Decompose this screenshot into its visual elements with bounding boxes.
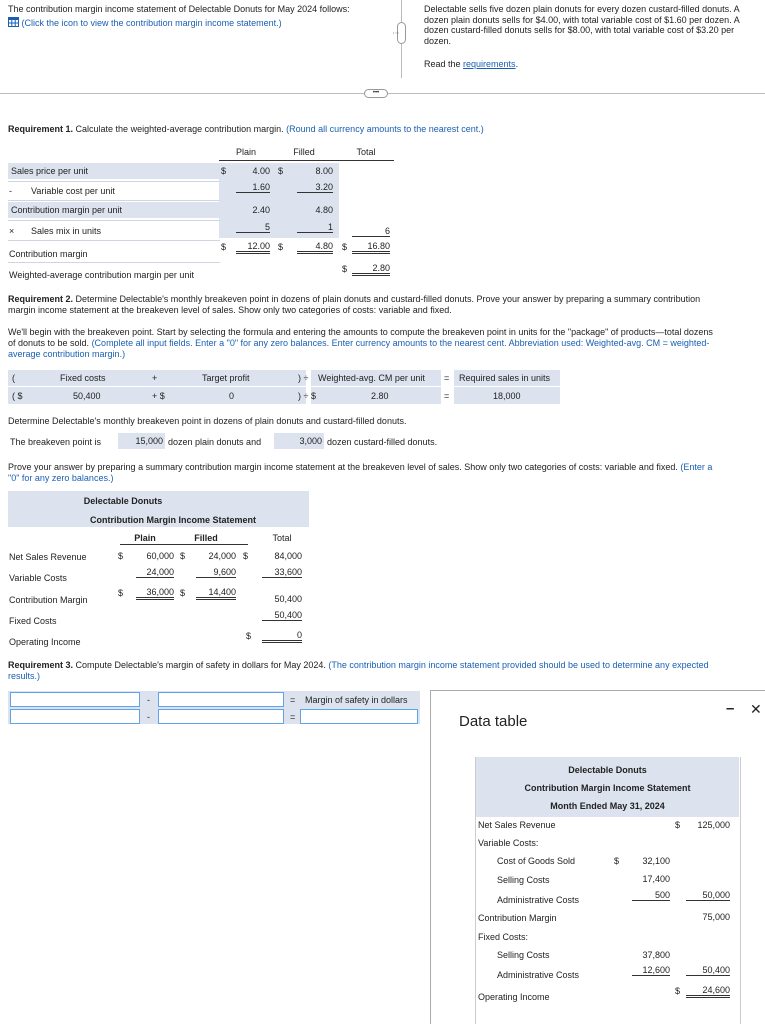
- dt-company: Delectable Donuts: [568, 765, 647, 775]
- dollar-sign: $: [614, 856, 620, 866]
- filled-cm-input[interactable]: 14,400: [196, 587, 236, 600]
- statement-company: Delectable Donuts: [83, 496, 163, 506]
- label-contribution-margin: Contribution margin: [9, 249, 88, 259]
- dt-selling-label: Selling Costs: [497, 875, 550, 885]
- dt-fixed-selling-value: 37,800: [642, 950, 670, 960]
- read-suffix: .: [515, 59, 519, 69]
- mos-expected-sales-value[interactable]: [10, 709, 140, 724]
- total-sales-input[interactable]: 84,000: [274, 551, 302, 561]
- dt-total-fixed-value: 50,400: [686, 965, 730, 976]
- filled-vc-input[interactable]: 9,600: [196, 567, 236, 578]
- breakeven-mid-text: dozen plain donuts and: [168, 437, 262, 447]
- req2-instr-note: (Complete all input fields. Enter a "0" for any zero balances. Enter currency amounts to the nearest cent. Abbreviation used: Weighted-avg. CM = weighted-: [89, 338, 710, 348]
- dt-statement: Contribution Margin Income Statement: [524, 783, 691, 793]
- req3-minus: -: [147, 712, 150, 722]
- dt-total-vc-value: 50,000: [686, 890, 730, 901]
- filled-dozen-input[interactable]: 3,000: [299, 436, 322, 446]
- req3-heading-line2: results.): [8, 671, 41, 681]
- prove-text-line2: "0" for any zero balances.): [8, 473, 114, 483]
- mos-result-input[interactable]: [300, 709, 418, 724]
- plain-cm-per-unit[interactable]: 2.40: [252, 205, 270, 215]
- statement-cm-label: Contribution Margin: [9, 595, 88, 605]
- required-sales-input[interactable]: 18,000: [493, 391, 521, 401]
- req3-heading-text: Compute Delectable's margin of safety in dollars for May 2024.: [73, 660, 326, 670]
- req1-col-total: Total: [356, 147, 376, 157]
- operator-minus: -: [9, 186, 12, 196]
- req3-equals: =: [290, 712, 296, 722]
- filled-cm-per-unit[interactable]: 4.80: [315, 205, 333, 215]
- dt-net-sales-value: 125,000: [697, 820, 730, 830]
- statement-header-line: [120, 544, 248, 545]
- dollar-sign: $: [180, 551, 186, 561]
- filled-sales-mix[interactable]: 1: [297, 222, 333, 233]
- intro-text: The contribution margin income statement of Delectable Donuts for May 2024 follows:: [8, 4, 350, 14]
- formula-equals: =: [444, 373, 450, 383]
- dt-selling-value: 17,400: [642, 874, 670, 884]
- dollar-sign: $: [342, 242, 348, 252]
- formula-target-profit-label: Target profit: [202, 373, 250, 383]
- plain-cm-input[interactable]: 36,000: [136, 587, 174, 600]
- prove-text: Prove your answer by preparing a summary contribution margin income statement at the breakeven level of sales. Show only two categories of costs: variable and fixed.: [8, 462, 678, 472]
- dt-net-sales-label: Net Sales Revenue: [478, 820, 556, 830]
- statement-col-plain: Plain: [134, 533, 156, 543]
- dollar-sign: $: [243, 551, 249, 561]
- read-prefix: Read the: [424, 59, 464, 69]
- req3-minus: -: [147, 695, 150, 705]
- dt-fixed-admin-value: 12,600: [632, 965, 670, 976]
- dollar-sign: $: [221, 242, 227, 252]
- req2-heading-line1: [8, 294, 700, 304]
- dt-fixed-admin-label: Administrative Costs: [497, 970, 580, 980]
- filled-cm[interactable]: 4.80: [297, 241, 333, 254]
- formula-wacm-label: Weighted-avg. CM per unit: [318, 373, 425, 383]
- wacm-value[interactable]: 2.80: [352, 263, 390, 276]
- formula-fixed-costs-label: Fixed costs: [60, 373, 106, 383]
- statement-title: Contribution Margin Income Statement: [89, 515, 256, 525]
- plain-price[interactable]: 4.00: [252, 166, 270, 176]
- total-cm[interactable]: 16.80: [352, 241, 390, 254]
- formula-plus: +: [152, 373, 158, 383]
- label-variable-cost: Variable cost per unit: [31, 186, 115, 196]
- plain-sales-input[interactable]: 60,000: [146, 551, 174, 561]
- formula-required-label: Required sales in units: [459, 373, 551, 383]
- dollar-sign: $: [118, 551, 124, 561]
- mos-expected-sales-input[interactable]: [10, 692, 140, 707]
- req3-heading-note: (The contribution margin income statement provided should be used to determine any expected: [325, 660, 709, 670]
- dt-fixed-selling-label: Selling Costs: [497, 950, 550, 960]
- view-statement-link-text[interactable]: (Click the icon to view the contribution margin income statement.): [21, 18, 282, 28]
- req2-instr-line3: average contribution margin.): [8, 349, 126, 359]
- dollar-sign: $: [278, 166, 284, 176]
- statement-fixed-costs-label: Fixed Costs: [9, 616, 57, 626]
- dt-cogs-label: Cost of Goods Sold: [497, 856, 576, 866]
- statement-net-sales-label: Net Sales Revenue: [9, 552, 87, 562]
- wacm-input[interactable]: 2.80: [371, 391, 389, 401]
- panel-divider-handle[interactable]: ⋮: [397, 22, 406, 44]
- label-cm-per-unit: Contribution margin per unit: [11, 205, 123, 215]
- dt-right-border: [740, 757, 741, 1024]
- mos-breakeven-sales-input[interactable]: [158, 692, 284, 707]
- plain-vc-input[interactable]: 24,000: [136, 567, 174, 578]
- plain-variable-cost[interactable]: 1.60: [236, 182, 270, 193]
- dt-admin-label: Administrative Costs: [497, 895, 580, 905]
- req1-heading-text: Calculate the weighted-average contribution margin.: [73, 124, 284, 134]
- requirements-link[interactable]: requirements: [463, 59, 516, 69]
- dt-variable-costs-label: Variable Costs:: [478, 838, 539, 848]
- filled-price[interactable]: 8.00: [315, 166, 333, 176]
- dt-cm-value: 75,000: [702, 912, 730, 922]
- formula-row2-open: ( $: [12, 391, 23, 401]
- req2-instr-text: of donuts to be sold.: [8, 338, 90, 348]
- total-sales-mix[interactable]: 6: [352, 226, 390, 237]
- section-divider-handle[interactable]: •••: [364, 89, 388, 98]
- req2-heading-bold: Requirement 2.: [8, 294, 74, 304]
- statement-col-total: Total: [272, 533, 292, 543]
- description-line: dozen custard-filled donuts sells for $8.00, with total variable cost of $3.20 per: [424, 25, 735, 35]
- label-sales-price: Sales price per unit: [11, 166, 89, 176]
- data-table-title: Data table: [459, 713, 528, 730]
- req1-heading-bold: Requirement 1.: [8, 124, 74, 134]
- req3-heading-bold: Requirement 3.: [8, 660, 74, 670]
- mos-breakeven-sales-value[interactable]: [158, 709, 284, 724]
- target-profit-input[interactable]: 0: [229, 391, 235, 401]
- total-oi-input[interactable]: 0: [262, 630, 302, 643]
- statement-variable-costs-label: Variable Costs: [9, 573, 67, 583]
- dt-oi-label: Operating Income: [478, 992, 550, 1002]
- formula-row2-plus: + $: [152, 391, 165, 401]
- problem-description: [424, 4, 740, 46]
- req1-header-line: [219, 160, 394, 161]
- prove-note: (Enter a: [677, 462, 713, 472]
- req1-col-plain: Plain: [235, 147, 256, 157]
- breakeven-prefix: The breakeven point is: [10, 437, 102, 447]
- description-line: dozen plain donuts sells for $4.00, with total variable cost of $1.60 per dozen. A: [424, 14, 740, 25]
- req1-col-filled: Filled: [293, 147, 315, 157]
- determine-text: Determine Delectable's monthly breakeven point in dozens of plain donuts and custard-filled donuts.: [8, 416, 407, 426]
- dt-cogs-value: 32,100: [642, 856, 670, 866]
- formula-close-divide: ) ÷: [298, 373, 309, 383]
- total-fixed-input[interactable]: 50,400: [262, 610, 302, 621]
- dollar-sign: $: [180, 588, 186, 598]
- filled-sales-input[interactable]: 24,000: [208, 551, 236, 561]
- read-requirements: [424, 59, 518, 69]
- formula-row2-equals: =: [444, 391, 450, 401]
- total-vc-input[interactable]: 33,600: [262, 567, 302, 578]
- req2-heading-text: Determine Delectable's monthly breakeven point in dozens of plain donuts and custard-filled donuts. Prove your answer by preparing a summary contribution: [73, 294, 701, 304]
- close-icon[interactable]: ✕: [750, 701, 762, 717]
- plain-dozen-input[interactable]: 15,000: [135, 436, 163, 446]
- dollar-sign: $: [246, 631, 252, 641]
- description-line: Delectable sells five dozen plain donuts for every dozen custard-filled donuts. A: [424, 4, 740, 14]
- dollar-sign: $: [278, 242, 284, 252]
- req2-instr-line1: We'll begin with the breakeven point. Start by selecting the formula and entering the amounts to compute the breakeven point in units for the "package" of products—total dozens: [8, 327, 713, 337]
- dollar-sign: $: [675, 986, 681, 996]
- dollar-sign: $: [675, 820, 681, 830]
- dt-fixed-costs-label: Fixed Costs:: [478, 932, 529, 942]
- dt-left-border: [475, 757, 476, 1024]
- dollar-sign: $: [221, 166, 227, 176]
- req2-heading-line2: margin income statement at the breakeven level of sales. Show only two categories of costs: variable and fixed.: [8, 305, 452, 315]
- breakeven-end-text: dozen custard-filled donuts.: [327, 437, 438, 447]
- dt-period: Month Ended May 31, 2024: [550, 801, 665, 811]
- table-icon[interactable]: [8, 17, 19, 28]
- req1-heading: [8, 124, 484, 134]
- dt-cm-label: Contribution Margin: [478, 913, 557, 923]
- prove-text-line1: [8, 462, 712, 472]
- plain-cm[interactable]: 12.00: [236, 241, 270, 254]
- dt-oi-value: 24,600: [686, 985, 730, 998]
- req2-instr-line2: [8, 338, 709, 348]
- minimize-icon[interactable]: –: [726, 700, 735, 717]
- description-line: dozen.: [424, 35, 452, 46]
- filled-variable-cost[interactable]: 3.20: [297, 182, 333, 193]
- req1-heading-note: (Round all currency amounts to the nearest cent.): [283, 124, 484, 134]
- label-sales-mix: Sales mix in units: [31, 226, 102, 236]
- formula-row2-close: ) ÷ $: [298, 391, 316, 401]
- dollar-sign: $: [118, 588, 124, 598]
- fixed-costs-input[interactable]: 50,400: [73, 391, 101, 401]
- req3-equals: =: [290, 695, 296, 705]
- view-statement-link[interactable]: [8, 17, 282, 28]
- plain-sales-mix[interactable]: 5: [236, 222, 270, 233]
- statement-col-filled: Filled: [194, 533, 218, 543]
- operator-times: ×: [9, 226, 15, 236]
- dollar-sign: $: [342, 264, 348, 274]
- req3-result-label: Margin of safety in dollars: [305, 695, 408, 705]
- statement-oi-label: Operating Income: [9, 637, 81, 647]
- dt-admin-value: 500: [632, 890, 670, 901]
- req3-heading-line1: [8, 660, 709, 670]
- formula-open-paren: (: [12, 373, 15, 383]
- total-cm-input[interactable]: 50,400: [274, 594, 302, 604]
- label-wacm: Weighted-average contribution margin per unit: [9, 270, 194, 280]
